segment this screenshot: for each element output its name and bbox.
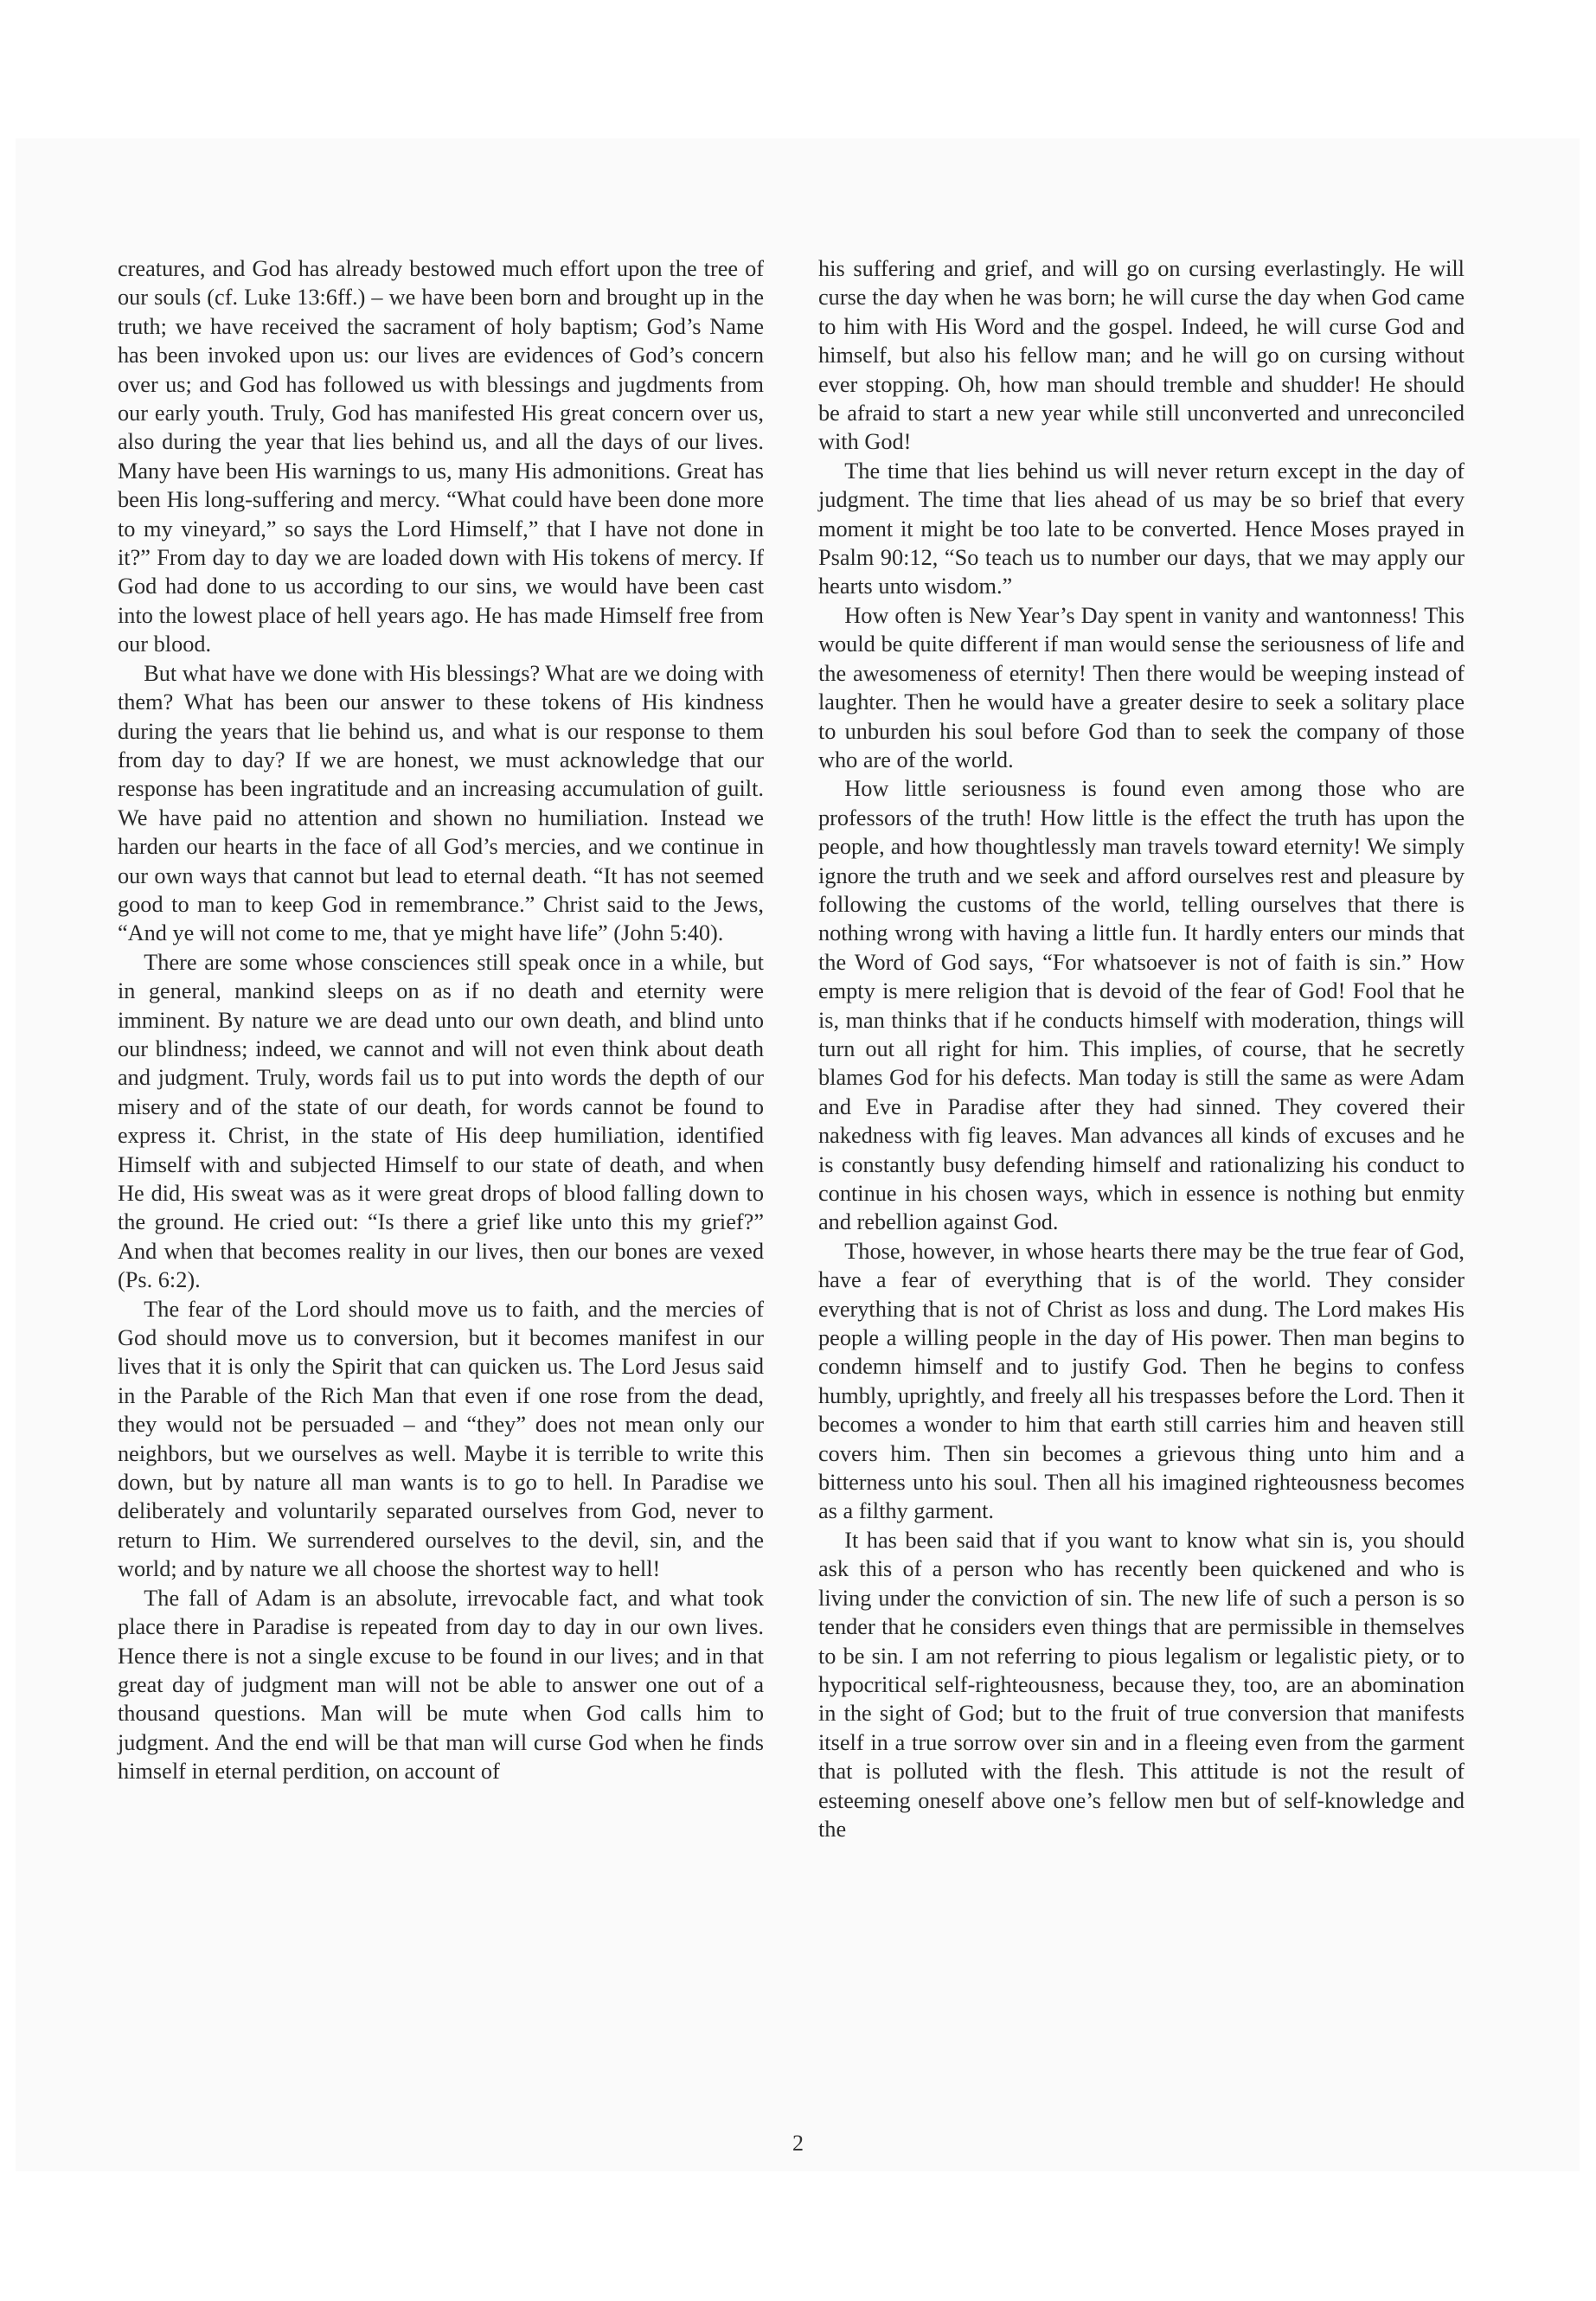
paragraph: The fear of the Lord should move us to faith, and the mercies of God should move us to conversion, but it becomes manifest in our lives that it is only the Spirit that can quicken us. The Lord Jesus said in the Parable of the Rich Man that even if one rose from the dead, they would not be persuaded – and “they” does not mean only our neighbors, but we ourselves as well. Maybe it is terrible to write this down, but by nature all man wants is to go to hell. In Paradise we deliberately and voluntarily separated ourselves from God, never to return to Him. We surrendered ourselves to the devil, sin, and the world; and by nature we all choose the shortest way to hell! [118, 1296, 764, 1582]
paragraph: his suffering and grief, and will go on cursing everlastingly. He will curse the day when he was born; he will curse the day when God came to him with His Word and the gospel. Indeed, he will curse God and himself, but also his fellow man; and he will go on cursing without ever stopping. Oh, how man should tremble and shudder! He should be afraid to start a new year while still unconverted and unreconciled with God! [818, 256, 1465, 455]
paragraph: The time that lies behind us will never return except in the day of judgment. The time that lies ahead of us may be so brief that every moment it might be too late to be converted. Hence Moses prayed in Psalm 90:12, “So teach us to number our days, that we may apply our hearts unto wisdom.” [818, 458, 1465, 599]
paragraph: It has been said that if you want to know what sin is, you should ask this of a person who has recently been quickened and who is living under the conviction of sin. The new life of such a person is so tender that he considers even things that are permissible in themselves to be sin. I am not referring to pious legalism or legalistic piety, or to hypocritical self-righteousness, because they, too, are an abomination in the sight of God; but to the fruit of true conversion that manifests itself in a true sorrow over sin and in a fleeing even from the garment that is polluted with the flesh. This attitude is not the result of esteeming oneself above one’s fellow men but of self-knowledge and the [818, 1527, 1465, 1842]
paragraph: There are some whose consciences still speak once in a while, but in general, mankind sleeps on as if no death and eternity were imminent. By nature we are dead unto our own death, and blind unto our blindness; indeed, we cannot and will not even think about death and judgment. Truly, words fail us to put into words the depth of our misery and of the state of our death, for words cannot be found to express it. Christ, in the state of His deep humiliation, identified Himself with and subjected Himself to our state of death, and when He did, His sweat was as it were great drops of blood falling down to the ground. He cried out: “Is there a grief like unto this my grief?” And when that becomes reality in our lives, then our bones are vexed (Ps. 6:2). [118, 949, 764, 1293]
paragraph: creatures, and God has already bestowed much effort upon the tree of our souls (cf. Luke 13:6ff.) – we have been born and brought up in the truth; we have received the sacrament of holy baptism; God’s Name has been invoked upon us: our lives are evidences of God’s concern over us; and God has followed us with blessings and jugdments from our early youth. Truly, God has manifested His great concern over us, also during the year that lies behind us, and all the days of our lives. Many have been His warnings to us, many His admonitions. Great has been His long-suffering and mercy. “What could have been done more to my vineyard,” so says the Lord Himself,” that I have not done in it?” From day to day we are loaded down with His tokens of mercy. If God had done to us according to our sins, we would have been cast into the lowest place of hell years ago. He has made Himself free from our blood. [118, 256, 764, 657]
paragraph: How little seriousness is found even among those who are professors of the truth! How little is the effect the truth has upon the people, and how thoughtlessly man travels toward eternity! We simply ignore the truth and we seek and afford ourselves rest and pleasure by following the customs of the world, telling ourselves that there is nothing wrong with having a little fun. It hardly enters our minds that the Word of God says, “For whatsoever is not of faith is sin.” How empty is mere religion that is devoid of the fear of God! Fool that he is, man thinks that if he conducts himself with moderation, things will turn out all right for him. This implies, of course, that he secretly blames God for his defects. Man today is still the same as were Adam and Eve in Paradise after they had sinned. They covered their nakedness with fig leaves. Man advances all kinds of excuses and he is constantly busy defending himself and rationalizing his conduct to continue in his chosen ways, which in essence is nothing but enmity and rebellion against God. [818, 776, 1465, 1235]
paragraph: But what have we done with His blessings? What are we doing with them? What has been our answer to these tokens of His kindness during the years that lie behind us, and what is our response to them from day to day? If we are honest, we must acknowledge that our response has been ingratitude and an increasing accumulation of guilt. We have paid no attention and shown no humiliation. Instead we harden our hearts in the face of all God’s mercies, and we continue in our own ways that cannot but lead to eternal death. “It has not seemed good to man to keep God in remembrance.” Christ said to the Jews, “And ye will not come to me, that ye might have life” (John 5:40). [118, 660, 764, 946]
paragraph: Those, however, in whose hearts there may be the true fear of God, have a fear of everything that is of the world. They consider everything that is not of Christ as loss and dung. The Lord makes His people a willing people in the day of His power. Then man begins to condemn himself and to justify God. Then he begins to confess humbly, uprightly, and freely all his trespasses before the Lord. Then it becomes a wonder to him that earth still carries him and heaven still covers him. Then sin becomes a grievous thing unto him and a bitterness unto his soul. Then all his imagined righteousness becomes as a filthy garment. [818, 1238, 1465, 1524]
left-text-column [118, 254, 764, 1786]
paragraph: The fall of Adam is an absolute, irrevocable fact, and what took place there in Paradise is repeated from day to day in our own lives. Hence there is not a single excuse to be found in our lives; and in that great day of judgment man will not be able to answer one out of a thousand questions. Man will be mute when God calls him to judgment. And the end will be that man will curse God when he finds himself in eternal perdition, on account of [118, 1585, 764, 1785]
paragraph: How often is New Year’s Day spent in vanity and wantonness! This would be quite different if man would sense the seriousness of life and the awesomeness of eternity! Then there would be weeping instead of laughter. Then he would have a greater desire to seek a solitary place to unburden his soul before God than to seek the company of those who are of the world. [818, 602, 1465, 772]
page-number: 2 [792, 2131, 804, 2156]
right-text-column [818, 254, 1465, 1843]
